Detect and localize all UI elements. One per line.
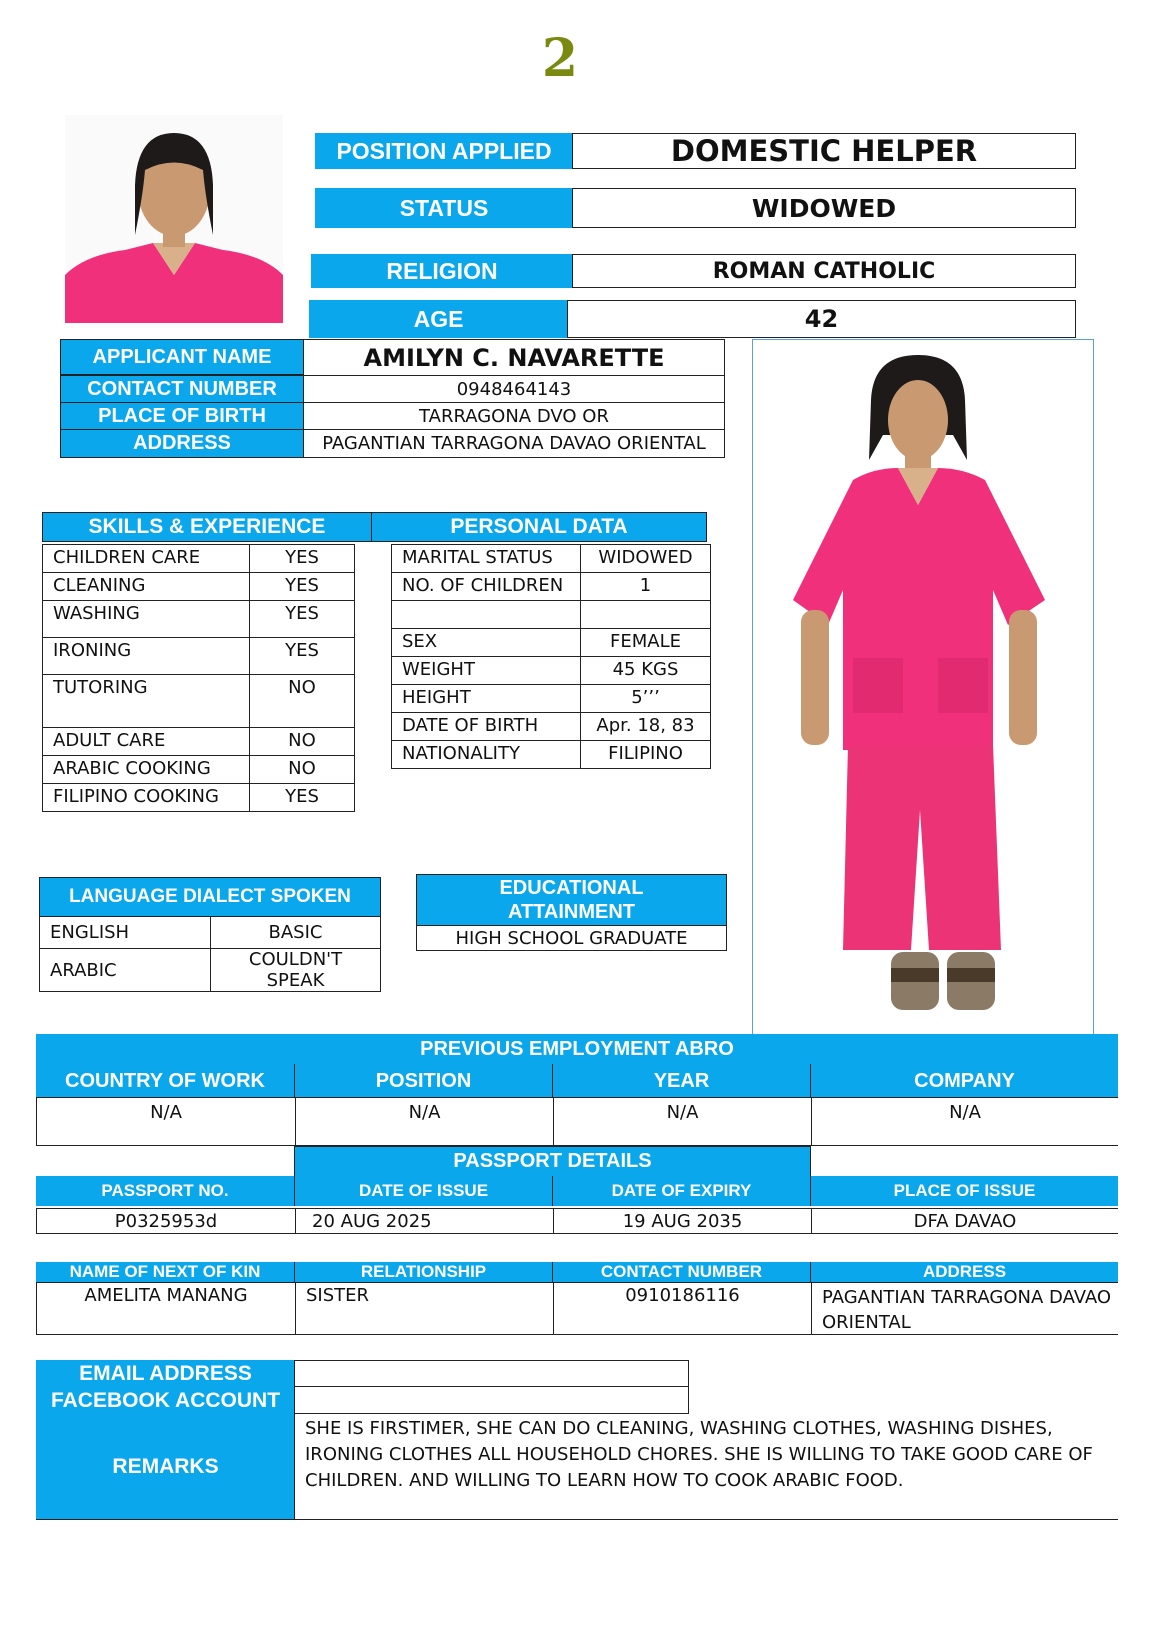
status-value: WIDOWED: [572, 188, 1076, 228]
table-row: CHILDREN CARE YES: [43, 545, 355, 573]
remarks-text: SHE IS FIRSTIMER, SHE CAN DO CLEANING, WASHING CLOTHES, WASHING DISHES, IRONING CLOTHES ALL HOUSEHOLD CHORES. SHE IS WILLING TO TAKE GOOD CARE OF CHILDREN. AND WILLING TO LEARN HOW TO COOK ARABIC FOOD.: [294, 1414, 1118, 1520]
table-row: ADULT CARE NO: [43, 728, 355, 756]
kin-table: [36, 1262, 1118, 1335]
employment-col-country: COUNTRY OF WORK: [36, 1064, 295, 1098]
kin-col-name: NAME OF NEXT OF KIN: [36, 1262, 295, 1282]
passport-number-value: P0325953d: [36, 1208, 296, 1234]
education-header: EDUCATIONAL ATTAINMENT: [416, 874, 727, 926]
kin-col-relationship: RELATIONSHIP: [295, 1262, 553, 1282]
employment-table: [36, 1064, 1118, 1146]
place-of-birth-label: PLACE OF BIRTH: [60, 402, 304, 430]
kin-contact-value: 0910186116: [553, 1282, 812, 1335]
table-row: ARABIC COULDN'T SPEAK: [40, 949, 381, 992]
personal-data-header: PERSONAL DATA: [371, 512, 707, 542]
religion-value: ROMAN CATHOLIC: [572, 254, 1076, 288]
facebook-label: FACEBOOK ACCOUNT: [36, 1387, 295, 1414]
table-row: NO. OF CHILDREN 1: [392, 573, 711, 601]
kin-relationship-value: SISTER: [295, 1282, 554, 1335]
applicant-table: [60, 339, 725, 458]
table-row: ENGLISH BASIC: [40, 917, 381, 949]
position-applied-label: POSITION APPLIED: [315, 133, 573, 169]
table-row: SEX FEMALE: [392, 629, 711, 657]
passport-col-place: PLACE OF ISSUE: [811, 1176, 1118, 1206]
table-row: WEIGHT 45 KGS: [392, 657, 711, 685]
place-of-birth-value: TARRAGONA DVO OR: [303, 402, 725, 430]
language-header: LANGUAGE DIALECT SPOKEN: [39, 877, 381, 917]
address-value: PAGANTIAN TARRAGONA DAVAO ORIENTAL: [303, 429, 725, 458]
passport-col-number: PASSPORT NO.: [36, 1176, 295, 1206]
applicant-name-label: APPLICANT NAME: [60, 339, 304, 375]
table-row: CLEANING YES: [43, 573, 355, 601]
headshot-photo: [65, 115, 283, 323]
table-row: [392, 601, 711, 629]
table-row: TUTORING NO: [43, 675, 355, 728]
position-applied-value: DOMESTIC HELPER: [572, 133, 1076, 169]
skills-table: [42, 544, 355, 812]
employment-header: PREVIOUS EMPLOYMENT ABRO: [36, 1034, 1118, 1064]
table-row: FILIPINO COOKING YES: [43, 784, 355, 812]
employment-col-position: POSITION: [295, 1064, 553, 1098]
employment-company-value: N/A: [811, 1097, 1118, 1146]
kin-name-value: AMELITA MANANG: [36, 1282, 296, 1335]
personal-data-table: [391, 544, 711, 769]
passport-issue-value: 20 AUG 2025: [295, 1208, 554, 1234]
page-number: 2: [541, 28, 579, 89]
email-label: EMAIL ADDRESS: [36, 1360, 295, 1387]
table-row: ARABIC COOKING NO: [43, 756, 355, 784]
skills-header: SKILLS & EXPERIENCE: [42, 512, 372, 542]
table-row: NATIONALITY FILIPINO: [392, 741, 711, 769]
employment-year-value: N/A: [553, 1097, 812, 1146]
table-row: MARITAL STATUS WIDOWED: [392, 545, 711, 573]
contact-number-value: 0948464143: [303, 375, 725, 403]
kin-col-address: ADDRESS: [811, 1262, 1118, 1282]
kin-col-contact: CONTACT NUMBER: [553, 1262, 811, 1282]
religion-label: RELIGION: [311, 254, 573, 288]
address-label: ADDRESS: [60, 429, 304, 458]
passport-place-value: DFA DAVAO: [811, 1208, 1118, 1234]
passport-expiry-value: 19 AUG 2035: [553, 1208, 812, 1234]
language-table: [39, 916, 381, 992]
passport-col-expiry: DATE OF EXPIRY: [553, 1176, 811, 1206]
full-body-photo: [752, 339, 1094, 1058]
kin-address-value: PAGANTIAN TARRAGONA DAVAO ORIENTAL: [811, 1282, 1118, 1335]
remarks-label: REMARKS: [36, 1414, 295, 1520]
facebook-value: [294, 1386, 689, 1414]
age-value: 42: [567, 300, 1076, 338]
employment-col-company: COMPANY: [811, 1064, 1118, 1098]
age-label: AGE: [309, 300, 568, 338]
table-row: HEIGHT 5’’’: [392, 685, 711, 713]
passport-header: PASSPORT DETAILS: [294, 1146, 811, 1177]
employment-col-year: YEAR: [553, 1064, 811, 1098]
contact-number-label: CONTACT NUMBER: [60, 375, 304, 403]
email-value: [294, 1360, 689, 1387]
applicant-name-value: AMILYN C. NAVARETTE: [303, 339, 725, 376]
employment-country-value: N/A: [36, 1097, 296, 1146]
status-label: STATUS: [315, 188, 573, 228]
table-row: IRONING YES: [43, 638, 355, 675]
education-value: HIGH SCHOOL GRADUATE: [416, 925, 727, 951]
employment-position-value: N/A: [295, 1097, 554, 1146]
passport-table: [36, 1176, 1118, 1234]
passport-col-issue: DATE OF ISSUE: [295, 1176, 553, 1206]
table-row: DATE OF BIRTH Apr. 18, 83: [392, 713, 711, 741]
table-row: WASHING YES: [43, 601, 355, 638]
